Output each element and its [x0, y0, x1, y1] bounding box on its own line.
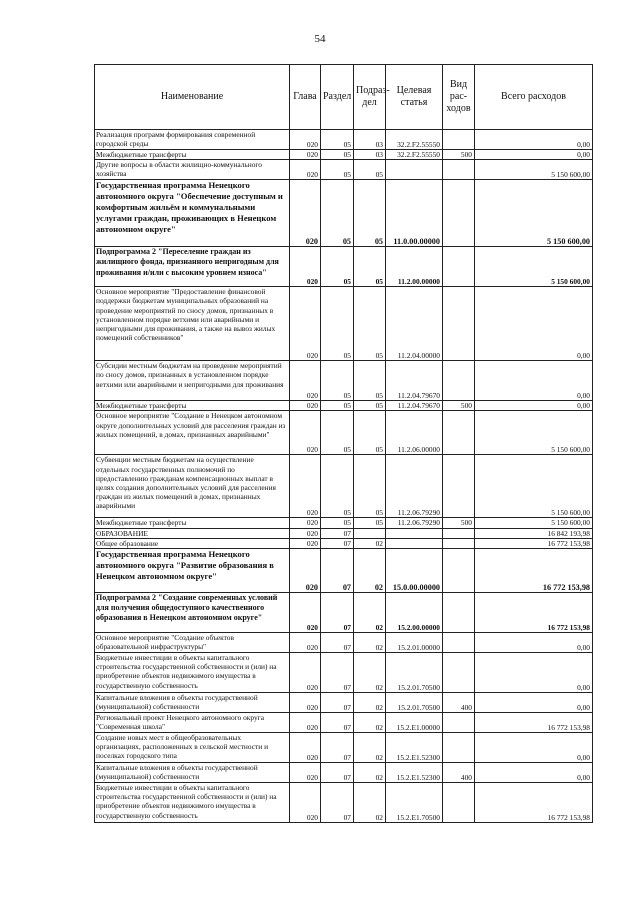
row-total: 16 842 193,98 — [475, 528, 593, 538]
row-target-article: 15.2.E1.00000 — [386, 713, 443, 733]
row-total: 5 150 600,00 — [475, 455, 593, 518]
row-name: Основное мероприятие "Создание в Ненецком автономном округе дополнительных условий для расселения граждан из жилых помещений, в домах, признанных аварийными" — [95, 411, 290, 455]
row-glava: 020 — [290, 247, 321, 287]
row-razdel: 07 — [321, 763, 354, 783]
row-total: 0,00 — [475, 693, 593, 713]
row-total: 16 772 153,98 — [475, 538, 593, 548]
row-name: Подпрограмма 2 "Создание современных условий для получения общедоступного качественного образования в Ненецком автономном округе" — [95, 593, 290, 633]
table-row — [95, 160, 593, 180]
row-razdel: 05 — [321, 247, 354, 287]
row-razdel: 07 — [321, 633, 354, 653]
row-name: Государственная программа Ненецкого автономного округа "Развитие образования в Ненецком автономном округе" — [95, 549, 290, 593]
table-row — [95, 287, 593, 361]
header-row — [95, 65, 593, 130]
table-row — [95, 518, 593, 528]
row-podrazdel: 05 — [354, 455, 386, 518]
row-razdel: 07 — [321, 593, 354, 633]
row-target-article: 32.2.F2.55550 — [386, 130, 443, 150]
row-expense-type: 500 — [443, 150, 475, 160]
row-expense-type — [443, 593, 475, 633]
row-expense-type: 500 — [443, 518, 475, 528]
table-row — [95, 130, 593, 150]
table-row — [95, 180, 593, 247]
row-target-article: 15.2.01.70500 — [386, 653, 443, 693]
row-podrazdel: 05 — [354, 361, 386, 401]
row-total: 0,00 — [475, 733, 593, 763]
row-glava: 020 — [290, 633, 321, 653]
row-target-article: 11.2.06.79290 — [386, 455, 443, 518]
row-razdel: 05 — [321, 455, 354, 518]
row-expense-type — [443, 160, 475, 180]
header-name: Наименование — [95, 65, 290, 130]
table-row — [95, 411, 593, 455]
row-glava: 020 — [290, 783, 321, 823]
row-name: Региональный проект Ненецкого автономного округа "Современная школа" — [95, 713, 290, 733]
row-expense-type — [443, 783, 475, 823]
row-total: 5 150 600,00 — [475, 247, 593, 287]
header-glava: Глава — [290, 65, 321, 130]
row-target-article: 32.2.F2.55550 — [386, 150, 443, 160]
row-glava: 020 — [290, 160, 321, 180]
row-name: Бюджетные инвестиции в объекты капитального строительства государственной собственности и (или) на приобретение объектов недвижимого имущества в государственную собственность — [95, 783, 290, 823]
row-name: Общее образование — [95, 538, 290, 548]
row-podrazdel: 02 — [354, 549, 386, 593]
row-total: 5 150 600,00 — [475, 180, 593, 247]
row-expense-type — [443, 130, 475, 150]
row-target-article: 11.2.06.00000 — [386, 411, 443, 455]
row-podrazdel: 02 — [354, 733, 386, 763]
row-podrazdel: 02 — [354, 653, 386, 693]
row-glava: 020 — [290, 455, 321, 518]
row-target-article: 11.2.04.79670 — [386, 401, 443, 411]
row-podrazdel: 02 — [354, 693, 386, 713]
row-total: 0,00 — [475, 287, 593, 361]
row-glava: 020 — [290, 538, 321, 548]
row-glava: 020 — [290, 763, 321, 783]
row-razdel: 07 — [321, 733, 354, 763]
header-expense-type: Вид рас- ходов — [443, 65, 475, 130]
row-name: Создание новых мест в общеобразовательных организациях, расположенных в сельской местности и поселках городского типа — [95, 733, 290, 763]
row-name: Субвенции местным бюджетам на осуществление отдельных государственных полномочий по предоставлению гражданам компенсационных выплат в целях создания дополнительных условий для расселения граждан из жилых помещений в домах, признанных аварийными — [95, 455, 290, 518]
row-glava: 020 — [290, 593, 321, 633]
row-target-article: 15.0.00.00000 — [386, 549, 443, 593]
row-glava: 020 — [290, 733, 321, 763]
row-razdel: 07 — [321, 538, 354, 548]
table-row — [95, 633, 593, 653]
table-row — [95, 247, 593, 287]
row-expense-type — [443, 455, 475, 518]
row-expense-type — [443, 528, 475, 538]
row-total: 0,00 — [475, 401, 593, 411]
row-name: Капитальные вложения в объекты государственной (муниципальной) собственности — [95, 693, 290, 713]
row-total: 0,00 — [475, 361, 593, 401]
row-razdel: 05 — [321, 160, 354, 180]
row-expense-type: 400 — [443, 693, 475, 713]
table-row — [95, 733, 593, 763]
header-total: Всего расходов — [475, 65, 593, 130]
row-target-article: 11.0.00.00000 — [386, 180, 443, 247]
table-row — [95, 150, 593, 160]
header-podrazdel: Подраз- дел — [354, 65, 386, 130]
row-podrazdel: 05 — [354, 180, 386, 247]
row-podrazdel: 05 — [354, 411, 386, 455]
row-total: 0,00 — [475, 150, 593, 160]
row-glava: 020 — [290, 401, 321, 411]
header-target-article: Целевая статья — [386, 65, 443, 130]
row-expense-type — [443, 633, 475, 653]
row-podrazdel: 02 — [354, 633, 386, 653]
row-target-article: 11.2.06.79290 — [386, 518, 443, 528]
row-total: 16 772 153,98 — [475, 549, 593, 593]
row-glava: 020 — [290, 518, 321, 528]
row-total: 0,00 — [475, 633, 593, 653]
table-row — [95, 549, 593, 593]
table-row — [95, 528, 593, 538]
row-expense-type — [443, 538, 475, 548]
row-glava: 020 — [290, 361, 321, 401]
row-razdel: 07 — [321, 713, 354, 733]
table-row — [95, 361, 593, 401]
row-total: 0,00 — [475, 130, 593, 150]
row-podrazdel: 05 — [354, 401, 386, 411]
row-expense-type — [443, 287, 475, 361]
row-podrazdel: 03 — [354, 150, 386, 160]
row-razdel: 07 — [321, 528, 354, 538]
row-expense-type — [443, 733, 475, 763]
row-target-article: 15.2.E1.70500 — [386, 783, 443, 823]
row-podrazdel: 02 — [354, 783, 386, 823]
row-podrazdel — [354, 528, 386, 538]
row-expense-type — [443, 361, 475, 401]
row-name: Реализация программ формирования современной городской среды — [95, 130, 290, 150]
row-target-article — [386, 160, 443, 180]
row-name: Основное мероприятие "Предоставление финансовой поддержки бюджетам муниципальных образований на проведение мероприятий по сносу домов, признанных в установленном порядке ветхими или аварийными и непригодными для проживания, а также на вывоз жилых помещений собственников" — [95, 287, 290, 361]
header-razdel: Раздел — [321, 65, 354, 130]
row-expense-type — [443, 180, 475, 247]
row-total: 5 150 600,00 — [475, 518, 593, 528]
row-glava: 020 — [290, 693, 321, 713]
row-expense-type — [443, 653, 475, 693]
row-razdel: 05 — [321, 518, 354, 528]
row-total: 16 772 153,98 — [475, 593, 593, 633]
row-razdel: 05 — [321, 180, 354, 247]
row-expense-type — [443, 713, 475, 733]
table-row — [95, 401, 593, 411]
row-glava: 020 — [290, 549, 321, 593]
row-expense-type — [443, 247, 475, 287]
row-target-article: 11.2.04.79670 — [386, 361, 443, 401]
row-expense-type — [443, 549, 475, 593]
row-podrazdel: 02 — [354, 593, 386, 633]
row-podrazdel: 02 — [354, 763, 386, 783]
row-razdel: 07 — [321, 549, 354, 593]
row-glava: 020 — [290, 528, 321, 538]
row-target-article: 15.2.01.70500 — [386, 693, 443, 713]
table-row — [95, 593, 593, 633]
budget-table — [94, 64, 593, 823]
row-name: Бюджетные инвестиции в объекты капитального строительства государственной собственности и (или) на приобретение объектов недвижимого имущества в государственную собственность — [95, 653, 290, 693]
row-razdel: 07 — [321, 783, 354, 823]
row-name: Государственная программа Ненецкого автономного округа "Обеспечение доступным и комфортным жильём и коммунальными услугами граждан, проживающих в Ненецком автономном округе" — [95, 180, 290, 247]
row-podrazdel: 05 — [354, 247, 386, 287]
row-total: 0,00 — [475, 653, 593, 693]
row-total: 0,00 — [475, 763, 593, 783]
row-expense-type — [443, 411, 475, 455]
row-podrazdel: 02 — [354, 538, 386, 548]
row-glava: 020 — [290, 180, 321, 247]
row-podrazdel: 05 — [354, 287, 386, 361]
row-name: Капитальные вложения в объекты государственной (муниципальной) собственности — [95, 763, 290, 783]
row-glava: 020 — [290, 287, 321, 361]
row-name: Другие вопросы в области жилищно-коммунального хозяйства — [95, 160, 290, 180]
row-name: Межбюджетные трансферты — [95, 401, 290, 411]
row-glava: 020 — [290, 713, 321, 733]
table-row — [95, 693, 593, 713]
table-row — [95, 783, 593, 823]
row-total: 16 772 153,98 — [475, 713, 593, 733]
row-target-article: 11.2.00.00000 — [386, 247, 443, 287]
row-glava: 020 — [290, 150, 321, 160]
row-total: 5 150 600,00 — [475, 411, 593, 455]
row-target-article: 15.2.E1.52300 — [386, 763, 443, 783]
table-body — [95, 130, 593, 823]
table-row — [95, 713, 593, 733]
row-name: Межбюджетные трансферты — [95, 150, 290, 160]
row-name: Субсидии местным бюджетам на проведение мероприятий по сносу домов, признанных в установленном порядке ветхими или аварийными и непригодными для проживания — [95, 361, 290, 401]
row-podrazdel: 02 — [354, 713, 386, 733]
table-row — [95, 455, 593, 518]
row-razdel: 05 — [321, 401, 354, 411]
row-target-article — [386, 528, 443, 538]
page-number: 54 — [314, 33, 326, 45]
row-razdel: 05 — [321, 361, 354, 401]
row-name: Основное мероприятие "Создание объектов образовательной инфраструктуры" — [95, 633, 290, 653]
row-razdel: 05 — [321, 130, 354, 150]
row-glava: 020 — [290, 130, 321, 150]
row-podrazdel: 05 — [354, 518, 386, 528]
row-target-article: 15.2.01.00000 — [386, 633, 443, 653]
row-total: 16 772 153,98 — [475, 783, 593, 823]
row-expense-type: 500 — [443, 401, 475, 411]
row-razdel: 05 — [321, 287, 354, 361]
table-row — [95, 538, 593, 548]
row-razdel: 05 — [321, 150, 354, 160]
row-name: Межбюджетные трансферты — [95, 518, 290, 528]
row-target-article: 15.2.E1.52300 — [386, 733, 443, 763]
row-name: Подпрограмма 2 "Переселение граждан из жилищного фонда, признанного непригодным для проживания и/или с высоким уровнем износа" — [95, 247, 290, 287]
row-total: 5 150 600,00 — [475, 160, 593, 180]
row-target-article: 15.2.00.00000 — [386, 593, 443, 633]
row-target-article — [386, 538, 443, 548]
row-razdel: 07 — [321, 693, 354, 713]
row-podrazdel: 03 — [354, 130, 386, 150]
row-glava: 020 — [290, 411, 321, 455]
table-row — [95, 763, 593, 783]
row-podrazdel: 05 — [354, 160, 386, 180]
row-glava: 020 — [290, 653, 321, 693]
row-expense-type: 400 — [443, 763, 475, 783]
row-razdel: 07 — [321, 653, 354, 693]
table-row — [95, 653, 593, 693]
row-target-article: 11.2.04.00000 — [386, 287, 443, 361]
row-name: ОБРАЗОВАНИЕ — [95, 528, 290, 538]
row-razdel: 05 — [321, 411, 354, 455]
